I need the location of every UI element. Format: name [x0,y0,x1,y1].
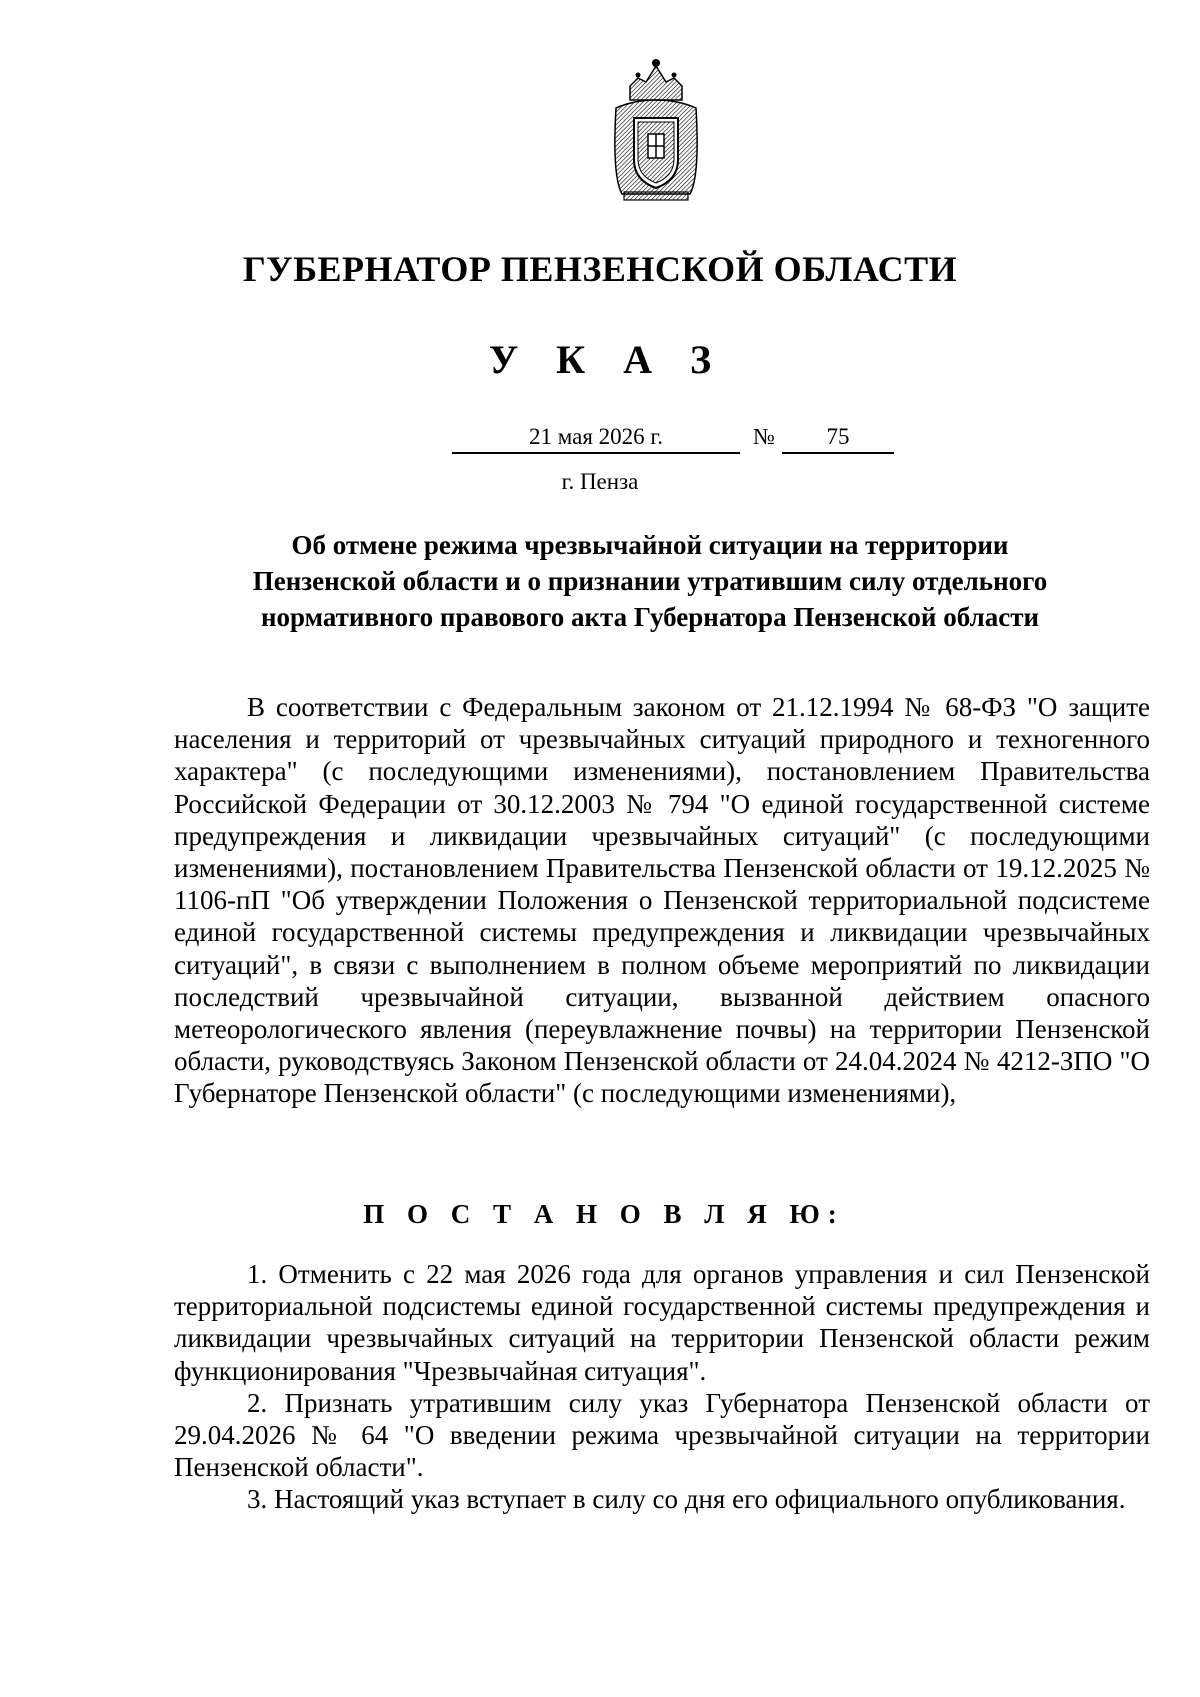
coat-of-arms-icon [608,56,704,204]
decree-number: 75 [782,422,894,454]
decree-date: 21 мая 2026 г. [452,422,740,454]
issue-city: г. Пенза [561,469,639,494]
document-type: У К А З [488,337,726,382]
issuing-authority: ГУБЕРНАТОР ПЕНЗЕНСКОЙ ОБЛАСТИ [242,249,958,289]
decree-item-2: 2. Признать утратившим силу указ Губернатора Пензенской области от 29.04.2026 № 64 "О введении режима чрезвычайной ситуации на территории Пензенской области". [174,1387,1150,1483]
number-sign: № [753,424,775,449]
decree-subject: Об отмене режима чрезвычайной ситуации на территории Пензенской области и о признании утратившим силу отдельного нормативного правового акта Губернатора Пензенской области [252,530,1048,632]
decree-item-1: 1. Отменить с 22 мая 2026 года для органов управления и сил Пензенской территориальной подсистемы единой государственной системы предупреждения и ликвидации чрезвычайных ситуаций на территории Пензенской области режим функционирования "Чрезвычайная ситуация". [174,1259,1150,1386]
decree-items [174,1258,1150,1516]
decree-item-3: 3. Настоящий указ вступает в силу со дня его официального опубликования. [247,1484,1126,1515]
resolve-heading: П О С Т А Н О В Л Я Ю: [363,1199,845,1229]
preamble-paragraph: В соответствии с Федеральным законом от 21.12.1994 № 68-ФЗ "О защите населения и территорий от чрезвычайных ситуаций природного и техногенного характера" (с последующими изменениями), постановлением Правительства Российской Федерации от 30.12.2003 № 794 "О единой государственной системе предупреждения и ликвидации чрезвычайных ситуаций" (с последующими изменениями), постановлением Правительства Пензенской области от 19.12.2025 № 1106-пП "Об утверждении Положения о Пензенской территориальной подсистеме единой государственной системы предупреждения и ликвидации чрезвычайных ситуаций", в связи с выполнением в полном объеме мероприятий по ликвидации последствий чрезвычайной ситуации, вызванной действием опасного метеорологического явления (переувлажнение почвы) на территории Пензенской области, руководствуясь Законом Пензенской области от 24.04.2024 № 4212-ЗПО "О Губернаторе Пензенской области" (с последующими изменениями), [174,692,1150,1109]
